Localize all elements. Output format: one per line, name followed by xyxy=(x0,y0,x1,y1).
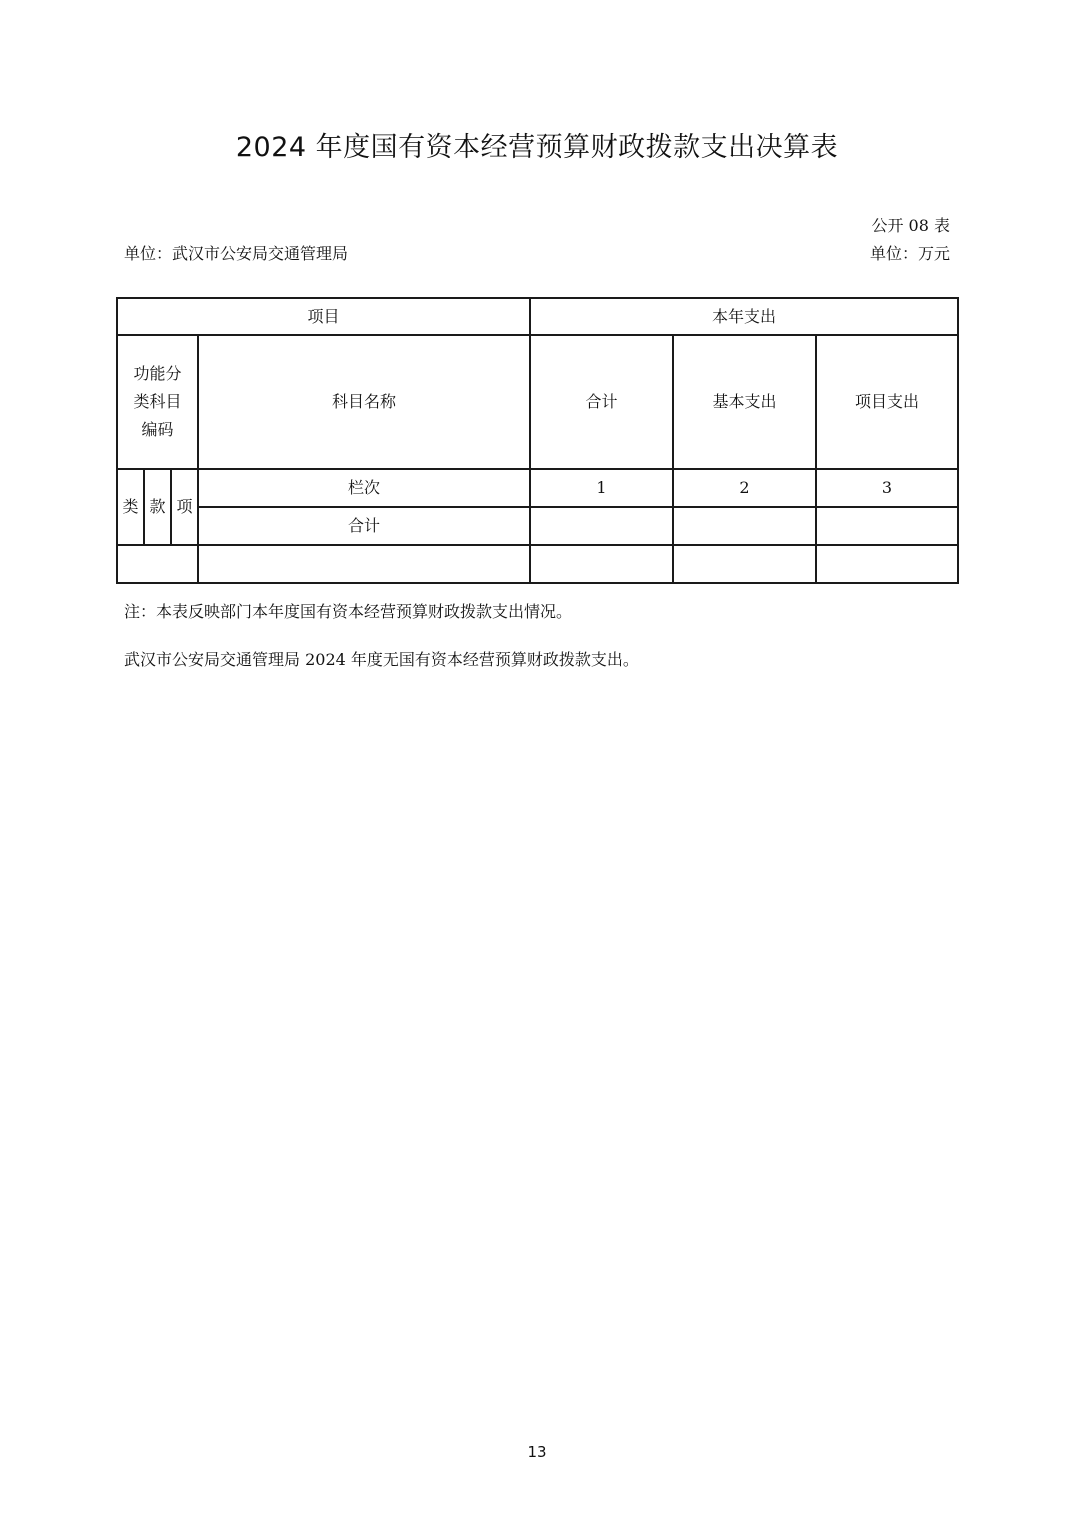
form-number: 公开 08 表 xyxy=(871,216,950,235)
row-blank-col1 xyxy=(531,546,672,582)
row-index-label: 栏次 xyxy=(347,478,380,497)
page-title: 2024 年度国有资本经营预算财政拨款支出决算表 xyxy=(235,132,839,163)
row-blank-name xyxy=(199,546,529,582)
table-rule-right xyxy=(957,297,959,584)
row-total-col1 xyxy=(531,508,672,544)
no-expense-statement: 武汉市公安局交通管理局 2024 年度无国有资本经营预算财政拨款支出。 xyxy=(124,650,639,669)
table-note: 注：本表反映部门本年度国有资本经营预算财政拨款支出情况。 xyxy=(124,602,573,621)
header-total: 合计 xyxy=(585,392,618,411)
row-index-col2: 2 xyxy=(739,478,750,497)
page-number: 13 xyxy=(527,1443,547,1461)
row-total-col2 xyxy=(674,508,815,544)
unit-organization: 单位：武汉市公安局交通管理局 xyxy=(124,244,349,263)
header-current-year-expense: 本年支出 xyxy=(711,306,776,326)
header-subitem: 项 xyxy=(176,497,193,516)
header-basic: 基本支出 xyxy=(712,392,777,411)
header-section: 款 xyxy=(149,497,166,516)
row-index-col3: 3 xyxy=(881,478,893,497)
unit-currency: 单位：万元 xyxy=(869,244,950,263)
header-subject-name: 科目名称 xyxy=(331,392,396,411)
row-index-col1: 1 xyxy=(596,478,607,497)
row-blank-col2 xyxy=(674,546,815,582)
header-item: 项目 xyxy=(307,306,340,326)
header-func-code xyxy=(118,336,197,468)
row-blank-col3 xyxy=(817,546,957,582)
header-class: 类 xyxy=(122,497,139,516)
table-rule-bottom xyxy=(116,582,959,584)
row-total-label: 合计 xyxy=(347,516,380,535)
header-func-code-line-3: 编码 xyxy=(141,420,174,439)
header-project: 项目支出 xyxy=(854,392,919,411)
header-func-code-line-2: 类科目 xyxy=(133,392,182,411)
row-blank-code xyxy=(118,546,197,582)
expense-table xyxy=(116,297,959,584)
row-total-col3 xyxy=(817,508,957,544)
header-func-code-line-1: 功能分 xyxy=(133,364,182,383)
